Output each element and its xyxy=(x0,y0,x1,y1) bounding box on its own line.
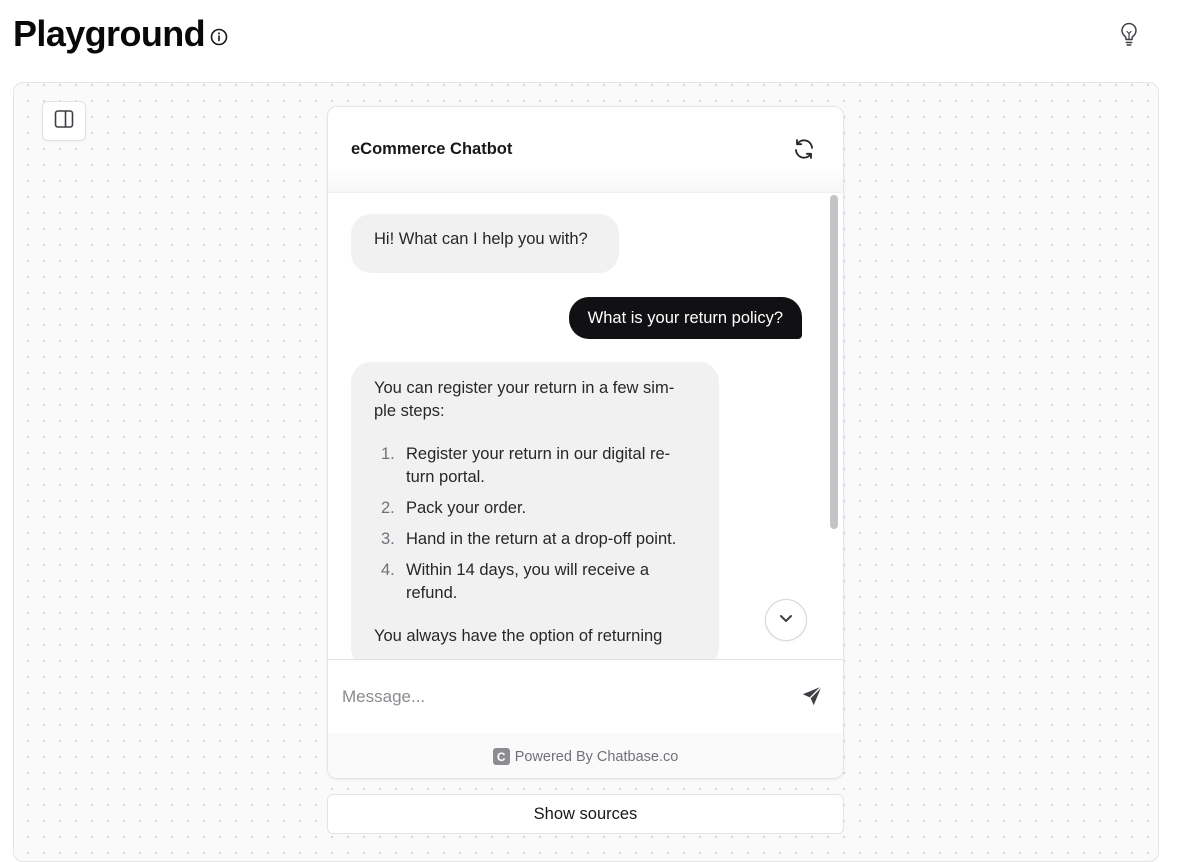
scrollbar-thumb[interactable] xyxy=(830,195,838,529)
lightbulb-icon[interactable] xyxy=(1116,20,1142,48)
chevron-down-icon xyxy=(777,609,795,632)
scroll-down-button[interactable] xyxy=(765,599,807,641)
list-item xyxy=(374,497,696,520)
step-number: 1. xyxy=(381,445,395,463)
step-text: Pack your order. xyxy=(406,499,527,517)
panel-toggle-icon xyxy=(53,108,75,135)
step-number: 3. xyxy=(381,530,395,548)
message-composer xyxy=(328,659,843,733)
steps-list xyxy=(374,443,696,605)
powered-by-footer[interactable] xyxy=(328,733,843,779)
step-text: Within 14 days, you will receive a refund. xyxy=(406,561,650,602)
chat-window xyxy=(327,106,844,779)
powered-by-text: Powered By Chatbase.co xyxy=(514,748,679,765)
info-icon[interactable] xyxy=(210,28,228,46)
panel-toggle-button[interactable] xyxy=(42,101,86,141)
chat-title: eCommerce Chatbot xyxy=(351,140,513,158)
step-number: 4. xyxy=(381,561,395,579)
refresh-icon[interactable] xyxy=(792,137,816,161)
bot-message-greeting: Hi! What can I help you with? xyxy=(351,214,619,273)
step-text: Register your return in our digital re-turn portal. xyxy=(406,445,671,486)
list-item xyxy=(374,528,696,551)
step-text: Hand in the return at a drop-off point. xyxy=(406,530,677,548)
page-title: Playground xyxy=(13,13,206,54)
chat-header xyxy=(328,107,843,193)
page-header xyxy=(13,12,228,56)
show-sources-button[interactable]: Show sources xyxy=(327,794,844,834)
list-item xyxy=(374,443,696,489)
send-icon[interactable] xyxy=(800,684,824,708)
answer-intro: You can register your return in a few sim-ple steps: xyxy=(374,379,675,420)
chatbase-logo-icon: C xyxy=(493,748,510,765)
answer-outro: You always have the option of returning xyxy=(374,627,663,645)
list-item xyxy=(374,559,696,605)
step-number: 2. xyxy=(381,499,395,517)
user-message: What is your return policy? xyxy=(569,297,802,339)
message-list[interactable] xyxy=(328,193,843,659)
message-input[interactable] xyxy=(342,682,782,712)
bot-message-answer xyxy=(351,362,719,659)
